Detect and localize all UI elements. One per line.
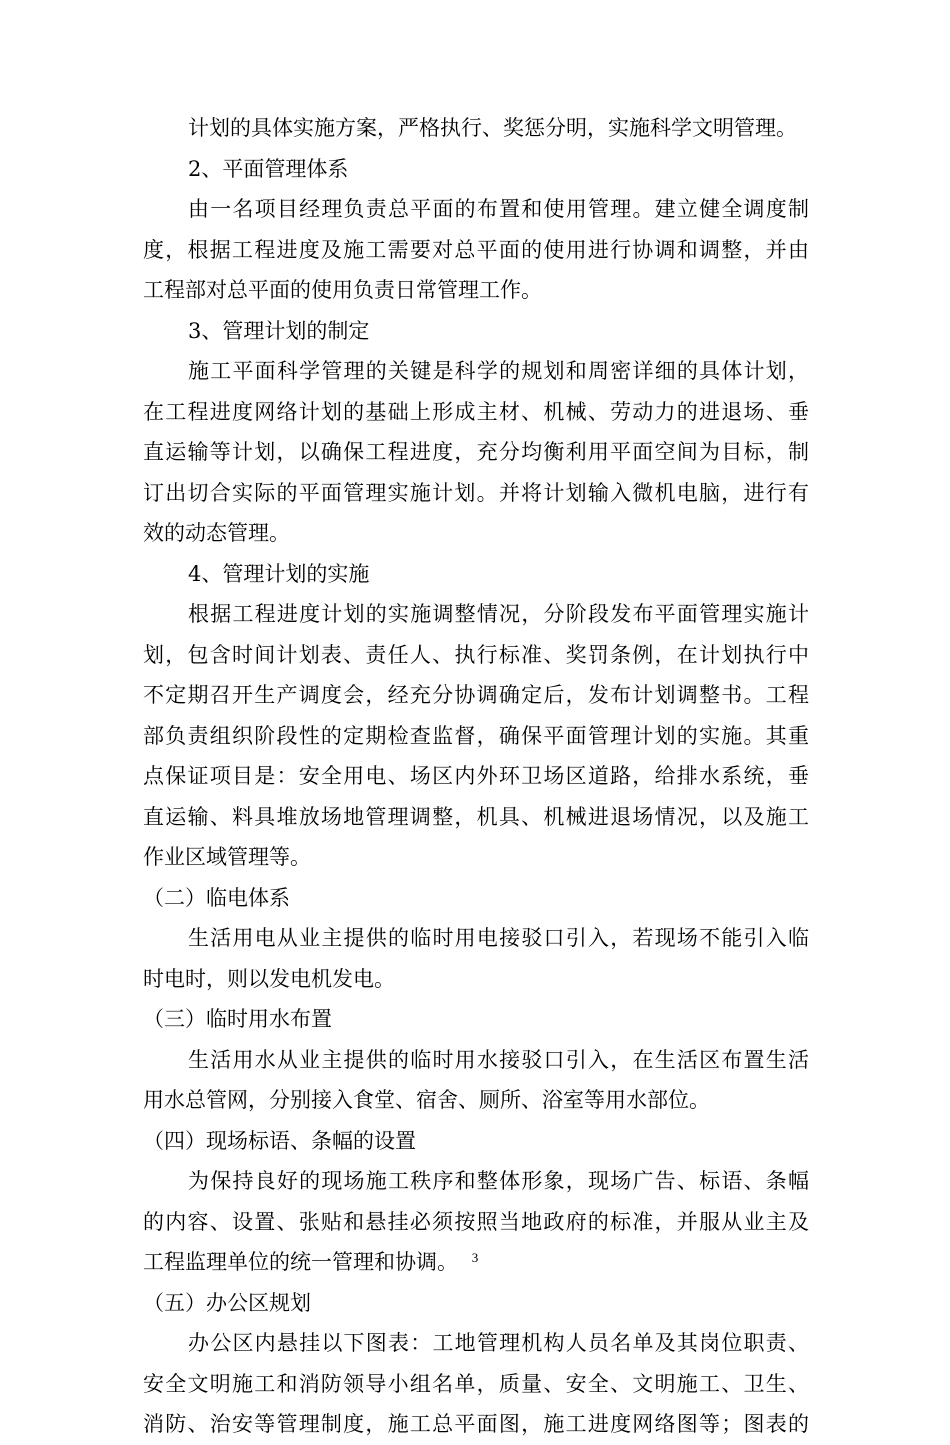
page-number: 3 xyxy=(471,1250,479,1265)
text-line: （四）现场标语、条幅的设置 xyxy=(143,1128,416,1153)
text-line: 根据工程进度计划的实施调整情况，分阶段发布平面管理实施计 xyxy=(188,602,809,626)
text-line: 4、管理计划的实施 xyxy=(188,561,370,586)
text-line: 在工程进度网络计划的基础上形成主材、机械、劳动力的进退场、垂 xyxy=(143,399,809,424)
text-line: 作业区域管理等。 xyxy=(143,845,311,869)
text-line: 时电时，则以发电机发电。 xyxy=(143,966,395,991)
text-line: 由一名项目经理负责总平面的布置和使用管理。建立健全调度制 xyxy=(188,197,809,221)
text-line: 3、管理计划的制定 xyxy=(188,318,370,343)
text-line: 效的动态管理。 xyxy=(143,521,290,545)
text-line: 不定期召开生产调度会，经充分协调确定后，发布计划调整书。工程 xyxy=(143,683,809,707)
text-line: 度，根据工程进度及施工需要对总平面的使用进行协调和调整，并由 xyxy=(143,237,809,262)
text-line: 部负责组织阶段性的定期检查监督，确保平面管理计划的实施。其重 xyxy=(143,723,809,748)
text-line: 用水总管网，分别接入食堂、宿舍、厕所、浴室等用水部位。 xyxy=(143,1088,710,1112)
text-line: （五）办公区规划 xyxy=(143,1290,311,1315)
text-line: 办公区内悬挂以下图表：工地管理机构人员名单及其岗位职责、 xyxy=(188,1331,809,1355)
text-line: 消防、治安等管理制度，施工总平面图，施工进度网络图等；图表的 xyxy=(143,1412,809,1436)
text-line: 直运输等计划，以确保工程进度，充分均衡利用平面空间为目标，制 xyxy=(143,440,809,464)
text-line: 点保证项目是：安全用电、场区内外环卫场区道路，给排水系统，垂 xyxy=(143,764,809,788)
text-line: （三）临时用水布置 xyxy=(143,1007,332,1031)
text-line: 划，包含时间计划表、责任人、执行标准、奖罚条例，在计划执行中 xyxy=(143,642,809,667)
text-line: 订出切合实际的平面管理实施计划。并将计划输入微机电脑，进行有 xyxy=(143,480,809,505)
text-line: 2、平面管理体系 xyxy=(188,156,349,181)
text-line: 安全文明施工和消防领导小组名单，质量、安全、文明施工、卫生、 xyxy=(143,1371,809,1396)
text-line: 为保持良好的现场施工秩序和整体形象，现场广告、标语、条幅 xyxy=(188,1169,809,1193)
text-line: 工程部对总平面的使用负责日常管理工作。 xyxy=(143,278,542,302)
text-line: 生活用电从业主提供的临时用电接驳口引入，若现场不能引入临 xyxy=(188,926,809,950)
text-line: （二）临电体系 xyxy=(143,885,290,910)
document-body xyxy=(143,108,809,1445)
text-line: 生活用水从业主提供的临时用水接驳口引入，在生活区布置生活 xyxy=(188,1047,809,1072)
text-line: 施工平面科学管理的关键是科学的规划和周密详细的具体计划， xyxy=(188,359,809,383)
text-line: 的内容、设置、张贴和悬挂必须按照当地政府的标准，并服从业主及 xyxy=(143,1209,809,1234)
text-line: 计划的具体实施方案，严格执行、奖惩分明，实施科学文明管理。 xyxy=(188,116,797,140)
text-line: 直运输、料具堆放场地管理调整，机具、机械进退场情况，以及施工 xyxy=(143,804,809,829)
text-line: 工程监理单位的统一管理和协调。 xyxy=(143,1250,458,1274)
